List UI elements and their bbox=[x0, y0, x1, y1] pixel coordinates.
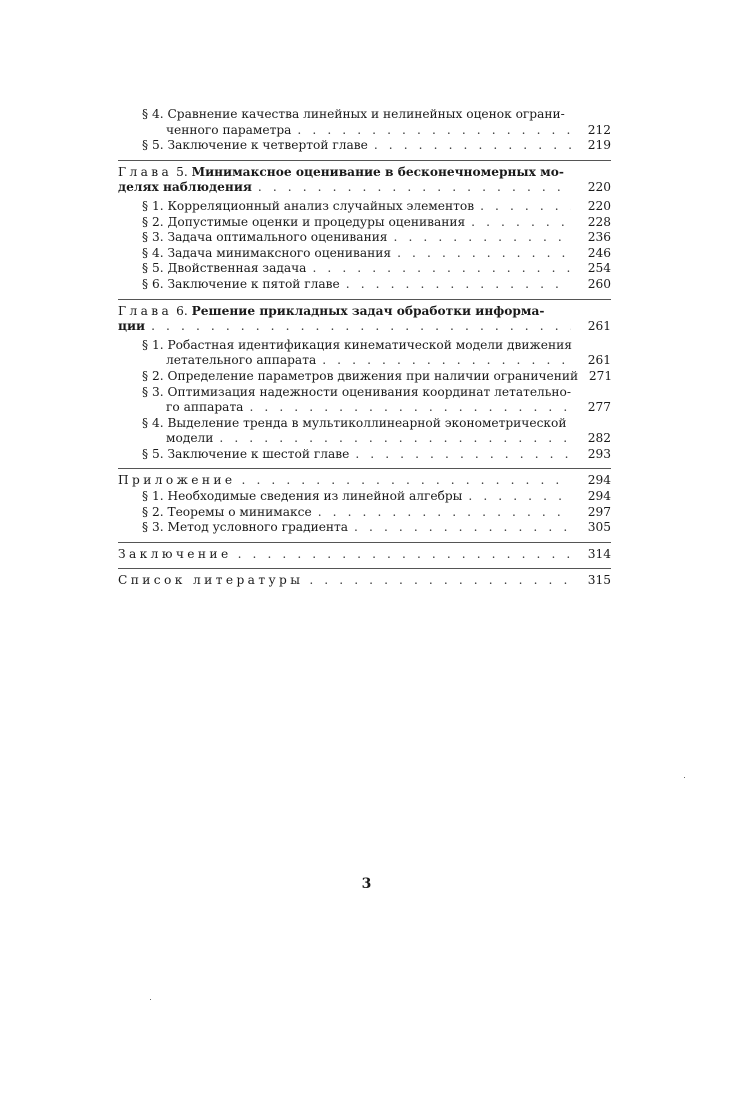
dot-leader bbox=[242, 473, 571, 489]
toc-entry-ch5-s2[interactable] bbox=[118, 215, 611, 231]
dot-leader bbox=[374, 138, 571, 154]
entry-text: § 5. Двойственная задача bbox=[142, 261, 307, 276]
page-ref: 228 bbox=[587, 214, 611, 229]
entry-text-line1: § 3. Оптимизация надежности оценивания координат летательно- bbox=[142, 384, 572, 399]
page-ref: 219 bbox=[587, 138, 611, 153]
page-ref: 293 bbox=[587, 446, 611, 461]
entry-text-line1: § 4. Сравнение качества линейных и нелинейных оценок ограни- bbox=[142, 107, 565, 121]
page-ref: 254 bbox=[587, 261, 611, 276]
dot-leader bbox=[297, 123, 571, 139]
entry-text-line1: § 1. Робастная идентификация кинематической модели движения bbox=[142, 337, 572, 352]
references-title: Список литературы bbox=[118, 573, 304, 588]
toc-entry-ch5-s1[interactable] bbox=[118, 199, 611, 215]
page-ref: 297 bbox=[587, 504, 611, 519]
divider bbox=[118, 468, 611, 469]
dot-leader bbox=[151, 319, 571, 335]
dot-leader bbox=[322, 353, 571, 369]
page-number: 3 bbox=[361, 876, 372, 892]
dot-leader bbox=[258, 180, 571, 196]
toc-chapter-5[interactable] bbox=[118, 165, 611, 196]
chapter-title-line2: делях наблюдения bbox=[118, 180, 252, 195]
toc-entry-app-s1[interactable] bbox=[118, 489, 611, 505]
table-of-contents bbox=[118, 107, 611, 589]
entry-text-line1: § 4. Выделение тренда в мультиколлинеарной эконометрической bbox=[142, 415, 567, 430]
dot-leader bbox=[471, 215, 571, 231]
dot-leader bbox=[468, 489, 571, 505]
toc-entry-ch5-s6[interactable] bbox=[118, 277, 611, 293]
entry-text: § 2. Определение параметров движения при наличии ограничений bbox=[142, 368, 579, 383]
page-ref: 220 bbox=[587, 180, 611, 195]
page-ref: 294 bbox=[587, 473, 611, 488]
page-ref: 220 bbox=[587, 198, 611, 213]
toc-entry-ch5-s3[interactable] bbox=[118, 230, 611, 246]
page-ref: 271 bbox=[588, 368, 613, 383]
entry-text: § 2. Теоремы о минимаксе bbox=[142, 504, 312, 519]
entry-text: § 1. Необходимые сведения из линейной алгебры bbox=[142, 489, 463, 504]
dot-leader bbox=[318, 505, 571, 521]
entry-text: § 5. Заключение к шестой главе bbox=[142, 446, 350, 461]
toc-entry-ch6-s2[interactable] bbox=[118, 369, 611, 385]
entry-text: § 1. Корреляционный анализ случайных элементов bbox=[142, 198, 475, 213]
toc-references[interactable] bbox=[118, 573, 611, 589]
appendix-title: Приложение bbox=[118, 473, 236, 488]
toc-entry-ch6-s5[interactable] bbox=[118, 447, 611, 463]
entry-text-line2: ченного параметра bbox=[166, 122, 292, 137]
divider bbox=[118, 568, 611, 569]
page-ref: 314 bbox=[587, 546, 611, 561]
toc-entry-ch5-s5[interactable] bbox=[118, 261, 611, 277]
toc-appendix[interactable] bbox=[118, 473, 611, 489]
divider bbox=[118, 299, 611, 300]
entry-text-line2: модели bbox=[166, 431, 214, 446]
page-ref: 261 bbox=[587, 319, 611, 334]
chapter-title-line1: Минимаксное оценивание в бесконечномерных мо- bbox=[191, 164, 564, 179]
dot-leader bbox=[346, 277, 571, 293]
scan-speck bbox=[150, 999, 151, 1000]
entry-text: § 5. Заключение к четвертой главе bbox=[142, 138, 368, 153]
chapter-word: Глава bbox=[118, 164, 173, 179]
scan-speck bbox=[684, 777, 685, 778]
dot-leader bbox=[480, 199, 571, 215]
toc-entry-ch4-s4[interactable] bbox=[118, 107, 611, 138]
page-ref: 236 bbox=[587, 230, 611, 245]
ch5-section-list bbox=[118, 199, 611, 293]
page-ref: 315 bbox=[587, 573, 611, 588]
appendix-section-list bbox=[118, 489, 611, 536]
dot-leader bbox=[397, 246, 571, 262]
ch6-section-list bbox=[118, 338, 611, 463]
chapter-title-line1: Решение прикладных задач обработки информа- bbox=[191, 303, 545, 318]
dot-leader bbox=[355, 447, 571, 463]
entry-text: § 3. Метод условного градиента bbox=[142, 520, 349, 535]
dot-leader bbox=[219, 431, 571, 447]
toc-chapter-6[interactable] bbox=[118, 304, 611, 335]
page-ref: 246 bbox=[587, 245, 611, 260]
dot-leader bbox=[312, 261, 571, 277]
toc-entry-app-s2[interactable] bbox=[118, 505, 611, 521]
dot-leader bbox=[394, 230, 572, 246]
chapter-word: Глава bbox=[118, 303, 173, 318]
page-ref: 305 bbox=[587, 520, 611, 535]
conclusion-title: Заключение bbox=[118, 546, 232, 561]
dot-leader bbox=[238, 547, 571, 563]
dot-leader bbox=[249, 400, 571, 416]
entry-text: § 4. Задача минимаксного оценивания bbox=[142, 245, 392, 260]
entry-text: § 3. Задача оптимального оценивания bbox=[142, 230, 388, 245]
chapter-title-line2: ции bbox=[118, 319, 146, 334]
chapter-number: 6. bbox=[176, 303, 188, 318]
entry-text: § 6. Заключение к пятой главе bbox=[142, 276, 340, 291]
page-ref: 212 bbox=[587, 122, 611, 137]
divider bbox=[118, 542, 611, 543]
entry-text-line2: го аппарата bbox=[166, 400, 244, 415]
dot-leader bbox=[309, 573, 571, 589]
page-ref: 277 bbox=[587, 400, 611, 415]
entry-text-line2: летательного аппарата bbox=[166, 353, 317, 368]
page-ref: 261 bbox=[587, 353, 611, 368]
toc-conclusion[interactable] bbox=[118, 547, 611, 563]
page-ref: 260 bbox=[587, 276, 611, 291]
toc-entry-ch6-s4[interactable] bbox=[118, 416, 611, 447]
page-ref: 294 bbox=[587, 489, 611, 504]
divider bbox=[118, 160, 611, 161]
toc-entry-ch5-s4[interactable] bbox=[118, 246, 611, 262]
toc-entry-ch6-s1[interactable] bbox=[118, 338, 611, 369]
dot-leader bbox=[354, 520, 571, 536]
entry-text: § 2. Допустимые оценки и процедуры оценивания bbox=[142, 214, 466, 229]
toc-entry-ch4-s5[interactable] bbox=[118, 138, 611, 154]
chapter-number: 5. bbox=[176, 164, 188, 179]
page-ref: 282 bbox=[587, 431, 611, 446]
toc-entry-app-s3[interactable] bbox=[118, 520, 611, 536]
toc-entry-ch6-s3[interactable] bbox=[118, 385, 611, 416]
